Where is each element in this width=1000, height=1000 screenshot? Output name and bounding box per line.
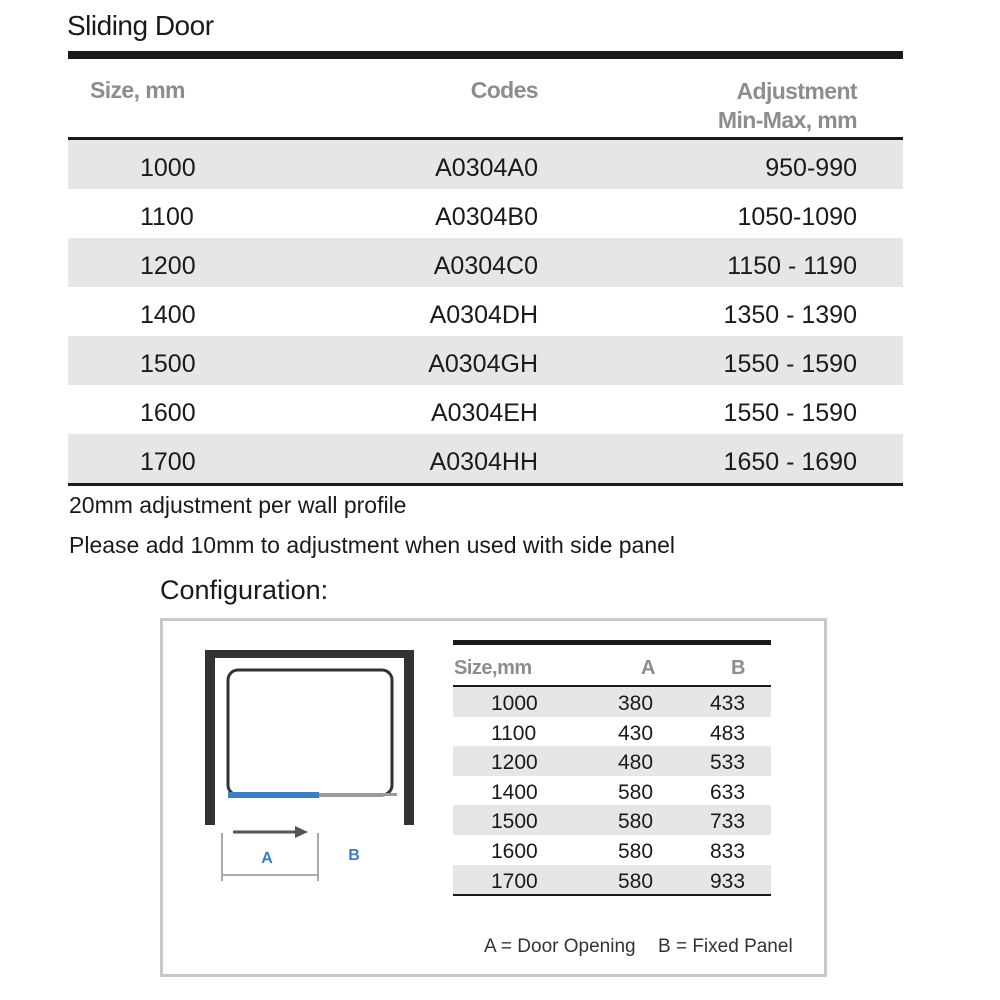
config-size-cell: 1100 [491, 721, 537, 745]
table-row [453, 805, 771, 835]
adjustment-cell: 1550 - 1590 [723, 399, 857, 427]
size-cell: 1200 [140, 252, 196, 280]
config-a-cell: 580 [618, 780, 654, 804]
config-a-cell: 580 [618, 810, 654, 834]
sizes-table [68, 59, 903, 486]
table-row [68, 434, 903, 483]
config-a-cell: 380 [618, 692, 654, 715]
title-rule [68, 51, 903, 59]
code-cell: A0304C0 [433, 252, 538, 280]
left-frame [205, 650, 215, 825]
table-row [68, 140, 903, 189]
adjustment-cell: 1350 - 1390 [723, 301, 857, 329]
door-diagram [200, 645, 420, 890]
code-cell: A0304A0 [435, 154, 538, 182]
config-size-cell: 1200 [491, 751, 538, 775]
config-size-cell: 1600 [491, 839, 538, 863]
table-row [453, 746, 771, 776]
adjustment-cell: 1650 - 1690 [723, 448, 857, 476]
configuration-table [453, 640, 771, 896]
code-cell: A0304HH [429, 448, 538, 476]
size-cell: 1400 [140, 301, 196, 329]
table-row [68, 287, 903, 336]
legend-door-opening: A = Door Opening [484, 936, 636, 957]
config-a-cell: 580 [618, 839, 654, 863]
adjustment-cell: 950-990 [765, 154, 857, 182]
size-cell: 1600 [140, 399, 196, 427]
config-size-cell: 1000 [491, 692, 538, 715]
table-row [453, 687, 771, 717]
sizes-table-header [68, 59, 903, 140]
config-a-cell: 580 [618, 869, 654, 893]
fixed-panel-track [319, 793, 397, 796]
table-row [453, 865, 771, 895]
header-adjustment-line2: Min-Max, mm [717, 107, 857, 133]
size-cell: 1000 [140, 154, 196, 182]
config-b-cell: 483 [710, 721, 746, 745]
config-header-a: A [641, 657, 655, 679]
config-b-cell: 733 [710, 810, 746, 834]
legend-fixed-panel: B = Fixed Panel [658, 936, 793, 957]
diagram-label-b: B [348, 847, 360, 864]
code-cell: A0304EH [430, 399, 538, 427]
adjustment-cell: 1550 - 1590 [723, 350, 857, 378]
configuration-title: Configuration: [160, 575, 329, 605]
config-size-cell: 1700 [491, 869, 538, 893]
table-row [68, 189, 903, 238]
table-row [453, 776, 771, 806]
size-cell: 1500 [140, 350, 196, 378]
header-size: Size, mm [90, 77, 185, 103]
config-b-cell: 433 [710, 692, 746, 715]
config-size-cell: 1400 [491, 780, 538, 804]
config-a-cell: 480 [618, 751, 654, 775]
header-codes: Codes [470, 77, 538, 103]
note-wall-profile: 20mm adjustment per wall profile [69, 492, 407, 518]
config-header-b: B [731, 657, 745, 679]
code-cell: A0304GH [428, 350, 538, 378]
header-adjustment-line1: Adjustment [736, 78, 857, 104]
page-title: Sliding Door [67, 10, 214, 41]
adjustment-cell: 1150 - 1190 [727, 252, 857, 280]
table-row [68, 238, 903, 287]
header-adjustment [718, 77, 857, 135]
config-b-cell: 533 [710, 751, 746, 775]
door-track-blue [228, 792, 319, 798]
adjustment-cell: 1050-1090 [737, 203, 857, 231]
size-cell: 1100 [140, 203, 194, 231]
config-table-header [453, 645, 771, 687]
config-a-cell: 430 [618, 721, 654, 745]
right-frame [404, 650, 414, 825]
diagram-label-a: A [261, 850, 273, 867]
slide-arrow-icon [295, 826, 308, 838]
code-cell: A0304B0 [435, 203, 538, 231]
table-bottom-rule [68, 483, 903, 486]
config-b-cell: 633 [710, 780, 746, 804]
table-row [68, 385, 903, 434]
code-cell: A0304DH [429, 301, 538, 329]
table-row [68, 336, 903, 385]
config-header-size: Size,mm [454, 657, 532, 679]
note-side-panel: Please add 10mm to adjustment when used with side panel [69, 532, 676, 558]
table-row [453, 717, 771, 747]
table-row [453, 835, 771, 865]
top-frame [205, 650, 414, 658]
config-size-cell: 1500 [491, 810, 538, 834]
config-table-bottom-rule [453, 894, 771, 896]
door-panel-outline [228, 670, 392, 795]
size-cell: 1700 [140, 448, 196, 476]
config-b-cell: 833 [710, 839, 746, 863]
config-b-cell: 933 [710, 869, 746, 893]
